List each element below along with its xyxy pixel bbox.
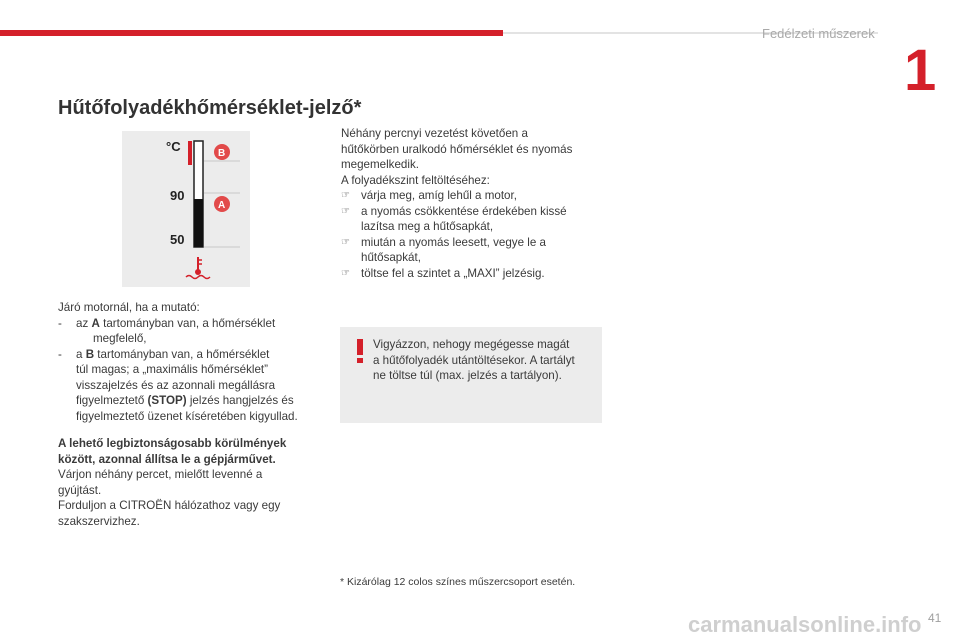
chapter-number: 1 [904,38,937,103]
step-item: ☞ a nyomás csökkentése érdekében kissé [341,204,567,218]
zone-a-description [58,316,328,332]
coolant-gauge-illustration [122,131,250,287]
item-b-line4: figyelmeztető (STOP) jelzés hangjelzés és [76,394,294,407]
zone-a-label: A [218,200,226,211]
gauge-bar-fill [194,199,203,247]
burn-warning-box [340,327,602,423]
list-dash: - [58,316,62,330]
zone-b-description [58,347,328,363]
gauge-zone-marker [188,141,192,165]
footnote: * Kizárólag 12 colos színes műszercsoport esetén. [340,576,576,588]
warning-line2: a hűtőfolyadék utántöltésekor. A tartályt [373,353,575,367]
item-b-line3: visszajelzés és az azonnali megállásra [76,378,276,392]
intro-text: Járó motornál, ha a mutató: [58,301,200,314]
arrow-bullet-icon: ☞ [341,205,350,217]
item-a-line1: az A tartományban van, a hőmérséklet [76,316,276,330]
warning-line3: ne töltse túl (max. jelzés a tartályon). [373,369,562,382]
list-dash: - [58,347,62,361]
right-column: Néhány percnyi vezetést követően a hűtőkörben uralkodó hőmérséklet és nyomás megemelkedik. A folyadékszint feltöltéséhez: ☞ várja meg, amíg lehűl a motor, ☞ a nyomás csökkentése érdekében kissé lazítsa meg a hűtősapkát, ☞ miután a nyomás leesett, vegye le a hűtősapkát, ☞ töltse fel a szintet a „MAXI” jelzésig. [341,126,611,281]
arrow-bullet-icon: ☞ [341,236,350,248]
step-item: ☞ várja meg, amíg lehűl a motor, [341,189,517,202]
gauge-tick-90: 90 [170,188,185,203]
gauge-tick-50: 50 [170,232,185,247]
page-number: 41 [928,611,942,625]
warning-line1: Vigyázzon, nehogy megégesse magát [373,338,570,351]
item-b-line2: túl magas; a „maximális hőmérséklet” [76,363,268,376]
gauge-unit-label: °C [166,139,181,154]
item-a-line2: megfelelő, [93,332,147,345]
page-title: Hűtőfolyadékhőmérséklet-jelző* [58,97,362,119]
arrow-bullet-icon: ☞ [341,190,350,201]
coolant-temperature-icon [186,257,210,279]
arrow-bullet-icon: ☞ [341,267,350,279]
header-accent-bar [0,30,503,36]
exclamation-icon [350,335,370,365]
stop-instruction: A lehető legbiztonságosabb körülmények között, azonnal állítsa le a gépjárművet. Várjon néhány percet, mielőtt levenné a gyújtást. Forduljon a CITROËN hálózathoz vagy egy szakszervizhez. [58,437,287,528]
step-item: ☞ töltse fel a szintet a „MAXI” jelzésig. [341,266,545,280]
item-b-line5: figyelmeztető üzenet kíséretében kigyullad. [76,409,298,423]
left-column [58,300,328,529]
section-title: Fedélzeti műszerek [762,26,875,41]
watermark: carmanualsonline.info [688,612,922,637]
step-item: ☞ miután a nyomás leesett, vegye le a [341,235,546,249]
zone-b-label: B [218,148,226,159]
item-b-line1: a B tartományban van, a hőmérséklet [76,347,270,361]
